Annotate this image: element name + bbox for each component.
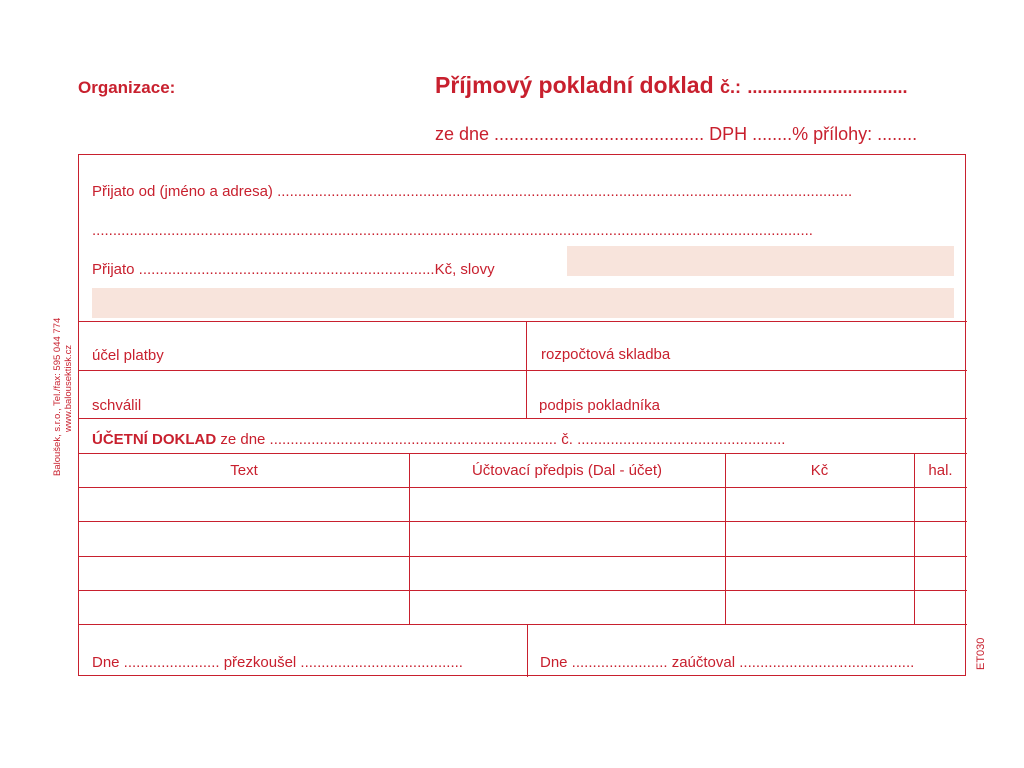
document-title bbox=[435, 72, 907, 99]
amount-words-box[interactable] bbox=[567, 246, 954, 276]
divider bbox=[79, 370, 967, 371]
amount-words-box-2[interactable] bbox=[92, 288, 954, 318]
publisher-info: Baloušek, s.r.o., Tel./fax: 595 044 774 bbox=[52, 317, 63, 476]
accounting-doc-label: ÚČETNÍ DOKLAD bbox=[92, 431, 217, 448]
cashier-signature-field[interactable]: podpis pokladníka bbox=[539, 397, 660, 414]
receipt-form bbox=[78, 154, 966, 676]
divider bbox=[79, 418, 967, 419]
form-code: ET030 bbox=[975, 637, 987, 670]
column-header-posting: Účtovací předpis (Dal - účet) bbox=[471, 462, 663, 479]
received-from-field[interactable]: Přijato od (jméno a adresa) .......................................................................................................................................... bbox=[92, 183, 853, 200]
posted-by-field[interactable]: Dne ....................... zaúčtoval .......................................... bbox=[540, 654, 915, 671]
date-vat-attachments-line[interactable]: ze dne .......................................... DPH ........% přílohy: ........ bbox=[435, 124, 918, 144]
table-row-border bbox=[79, 521, 967, 522]
budget-field[interactable]: rozpočtová skladba bbox=[541, 346, 671, 363]
table-row-border bbox=[79, 556, 967, 557]
table-bottom-border bbox=[79, 624, 967, 625]
accounting-doc-line[interactable] bbox=[92, 431, 785, 448]
table-row-border bbox=[79, 590, 967, 591]
column-header-czk: Kč bbox=[810, 462, 829, 479]
accounting-doc-fields: ze dne ..................................................................... č. .................................................. bbox=[216, 431, 786, 448]
table-row-border bbox=[79, 487, 967, 488]
divider bbox=[527, 624, 528, 677]
reviewed-by-field[interactable]: Dne ....................... přezkoušel ....................................... bbox=[92, 654, 463, 671]
payment-purpose-field[interactable]: účel platby bbox=[92, 347, 164, 364]
amount-field[interactable]: Přijato .......................................................................Kč, slovy bbox=[92, 261, 495, 278]
approved-by-field[interactable]: schválil bbox=[92, 397, 142, 414]
column-header-hal: hal. bbox=[928, 462, 953, 479]
table-top-border bbox=[79, 453, 967, 454]
column-header-text: Text bbox=[230, 462, 258, 479]
publisher-website: www.balousektisk.cz bbox=[63, 344, 74, 432]
address-field[interactable]: ............................................................................................................................................................................. bbox=[92, 222, 813, 239]
number-field[interactable]: ................................ bbox=[747, 77, 908, 97]
divider bbox=[79, 321, 967, 322]
title-text: Příjmový pokladní doklad bbox=[435, 72, 714, 98]
organization-label: Organizace: bbox=[78, 78, 176, 97]
number-label: č.: bbox=[720, 77, 742, 97]
